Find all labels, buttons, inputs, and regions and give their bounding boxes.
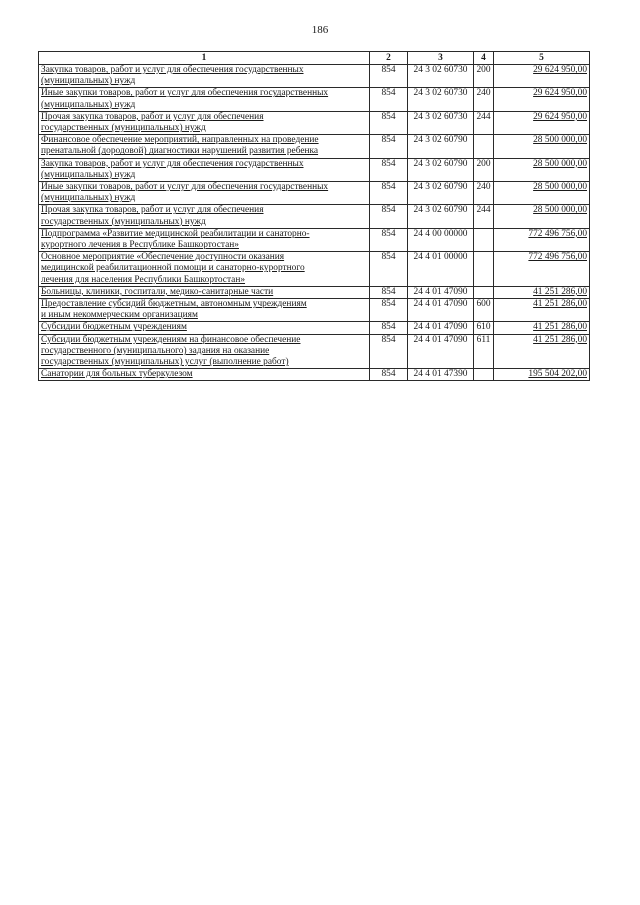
row-code: 24 3 02 60790 (408, 158, 474, 181)
row-name-line: (муниципальных) нужд (41, 76, 136, 87)
row-name-line: (муниципальных) нужд (41, 169, 136, 180)
row-name (39, 334, 370, 369)
row-gr: 854 (370, 334, 408, 369)
row-name-line: Финансовое обеспечение мероприятий, направленных на проведение (41, 135, 319, 146)
row-code: 24 3 02 60790 (408, 135, 474, 158)
row-vr: 240 (474, 88, 494, 111)
table-row (39, 182, 590, 205)
row-gr: 854 (370, 322, 408, 334)
row-vr: 611 (474, 334, 494, 369)
row-name-line: лечения для населения Республики Башкортостан» (41, 274, 246, 285)
table-row (39, 65, 590, 88)
row-name-line: Субсидии бюджетным учреждениям на финансовое обеспечение (41, 334, 301, 345)
table-row (39, 135, 590, 158)
row-code: 24 4 01 47090 (408, 299, 474, 322)
row-amount: 28 500 000,00 (494, 158, 590, 181)
row-name-line: пренатальной (дородовой) диагностики нарушений развития ребенка (41, 146, 319, 157)
row-name-line: государственных (муниципальных) услуг (выполнение работ) (41, 357, 289, 368)
row-gr: 854 (370, 135, 408, 158)
table-header (39, 52, 590, 65)
row-name-line: Иные закупки товаров, работ и услуг для обеспечения государственных (41, 182, 329, 193)
table-row (39, 322, 590, 334)
table-row (39, 369, 590, 381)
page-number: 186 (311, 24, 329, 36)
row-name-line: Субсидии бюджетным учреждениям (41, 322, 187, 333)
row-vr: 244 (474, 205, 494, 228)
row-vr: 244 (474, 111, 494, 134)
row-name (39, 88, 370, 111)
row-name (39, 286, 370, 298)
row-name (39, 322, 370, 334)
row-gr: 854 (370, 299, 408, 322)
table-row (39, 205, 590, 228)
row-gr: 854 (370, 158, 408, 181)
row-name-line: Предоставление субсидий бюджетным, автономным учреждениям (41, 299, 307, 310)
row-amount: 28 500 000,00 (494, 182, 590, 205)
row-name-line: государственных (муниципальных) нужд (41, 216, 206, 227)
row-vr (474, 135, 494, 158)
row-code: 24 4 00 00000 (408, 228, 474, 251)
row-gr: 854 (370, 65, 408, 88)
row-amount: 28 500 000,00 (494, 205, 590, 228)
row-name-line: Подпрограмма «Развитие медицинской реабилитации и санаторно- (41, 228, 310, 239)
row-code: 24 3 02 60730 (408, 88, 474, 111)
row-gr: 854 (370, 205, 408, 228)
row-name-line: Иные закупки товаров, работ и услуг для обеспечения государственных (41, 88, 329, 99)
row-gr: 854 (370, 111, 408, 134)
budget-table (38, 51, 590, 381)
row-name (39, 205, 370, 228)
row-name-line: Закупка товаров, работ и услуг для обеспечения государственных (41, 65, 304, 75)
row-gr: 854 (370, 286, 408, 298)
table-row (39, 111, 590, 134)
table-row (39, 252, 590, 287)
row-code: 24 3 02 60790 (408, 182, 474, 205)
row-amount: 29 624 950,00 (494, 65, 590, 88)
row-vr: 200 (474, 65, 494, 88)
table-row (39, 88, 590, 111)
table-body (39, 65, 590, 381)
row-amount: 772 496 756,00 (494, 228, 590, 251)
row-amount: 29 624 950,00 (494, 88, 590, 111)
row-gr: 854 (370, 369, 408, 381)
row-name (39, 228, 370, 251)
header-col-3: 3 (408, 52, 474, 65)
row-name-line: Санатории для больных туберкулезом (41, 369, 193, 380)
row-name (39, 65, 370, 88)
row-amount: 41 251 286,00 (494, 322, 590, 334)
row-code: 24 4 01 47090 (408, 322, 474, 334)
row-vr: 240 (474, 182, 494, 205)
row-vr (474, 286, 494, 298)
table-row (39, 286, 590, 298)
row-gr: 854 (370, 88, 408, 111)
row-amount: 29 624 950,00 (494, 111, 590, 134)
row-code: 24 3 02 60730 (408, 65, 474, 88)
row-name-line: Основное мероприятие «Обеспечение доступности оказания (41, 252, 285, 263)
row-vr: 610 (474, 322, 494, 334)
row-name (39, 299, 370, 322)
header-row (39, 52, 590, 65)
row-name-line: государственных (муниципальных) нужд (41, 123, 206, 134)
row-name-line: и иным некоммерческим организациям (41, 310, 198, 321)
row-name-line: Прочая закупка товаров, работ и услуг для обеспечения (41, 205, 264, 216)
row-name-line: (муниципальных) нужд (41, 193, 136, 204)
row-vr (474, 369, 494, 381)
row-amount: 772 496 756,00 (494, 252, 590, 287)
row-name (39, 158, 370, 181)
row-vr (474, 228, 494, 251)
row-code: 24 4 01 47090 (408, 334, 474, 369)
row-code: 24 4 01 47090 (408, 286, 474, 298)
row-name-line: медицинской реабилитационной помощи и санаторно-курортного (41, 263, 305, 274)
header-col-2: 2 (370, 52, 408, 65)
row-name-line: курортного лечения в Республике Башкортостан» (41, 240, 239, 251)
row-name-line: государственного (муниципального) задания на оказание (41, 345, 270, 356)
row-amount: 41 251 286,00 (494, 299, 590, 322)
row-name-line: Больницы, клиники, госпитали, медико-санитарные части (41, 286, 274, 297)
row-amount: 28 500 000,00 (494, 135, 590, 158)
table-row (39, 228, 590, 251)
row-gr: 854 (370, 182, 408, 205)
header-col-4: 4 (474, 52, 494, 65)
row-gr: 854 (370, 252, 408, 287)
row-amount: 41 251 286,00 (494, 286, 590, 298)
row-vr: 200 (474, 158, 494, 181)
row-name (39, 182, 370, 205)
row-amount: 195 504 202,00 (494, 369, 590, 381)
table-row (39, 334, 590, 369)
row-name (39, 111, 370, 134)
row-code: 24 3 02 60790 (408, 205, 474, 228)
row-name-line: Закупка товаров, работ и услуг для обеспечения государственных (41, 158, 304, 169)
row-name (39, 252, 370, 287)
row-code: 24 3 02 60730 (408, 111, 474, 134)
row-vr (474, 252, 494, 287)
row-name-line: (муниципальных) нужд (41, 99, 136, 110)
header-col-1: 1 (39, 52, 370, 65)
row-name-line: Прочая закупка товаров, работ и услуг для обеспечения (41, 111, 264, 122)
row-amount: 41 251 286,00 (494, 334, 590, 369)
row-name (39, 369, 370, 381)
table-row (39, 158, 590, 181)
row-name (39, 135, 370, 158)
row-code: 24 4 01 00000 (408, 252, 474, 287)
row-gr: 854 (370, 228, 408, 251)
header-col-5: 5 (494, 52, 590, 65)
row-code: 24 4 01 47390 (408, 369, 474, 381)
table-row (39, 299, 590, 322)
row-vr: 600 (474, 299, 494, 322)
